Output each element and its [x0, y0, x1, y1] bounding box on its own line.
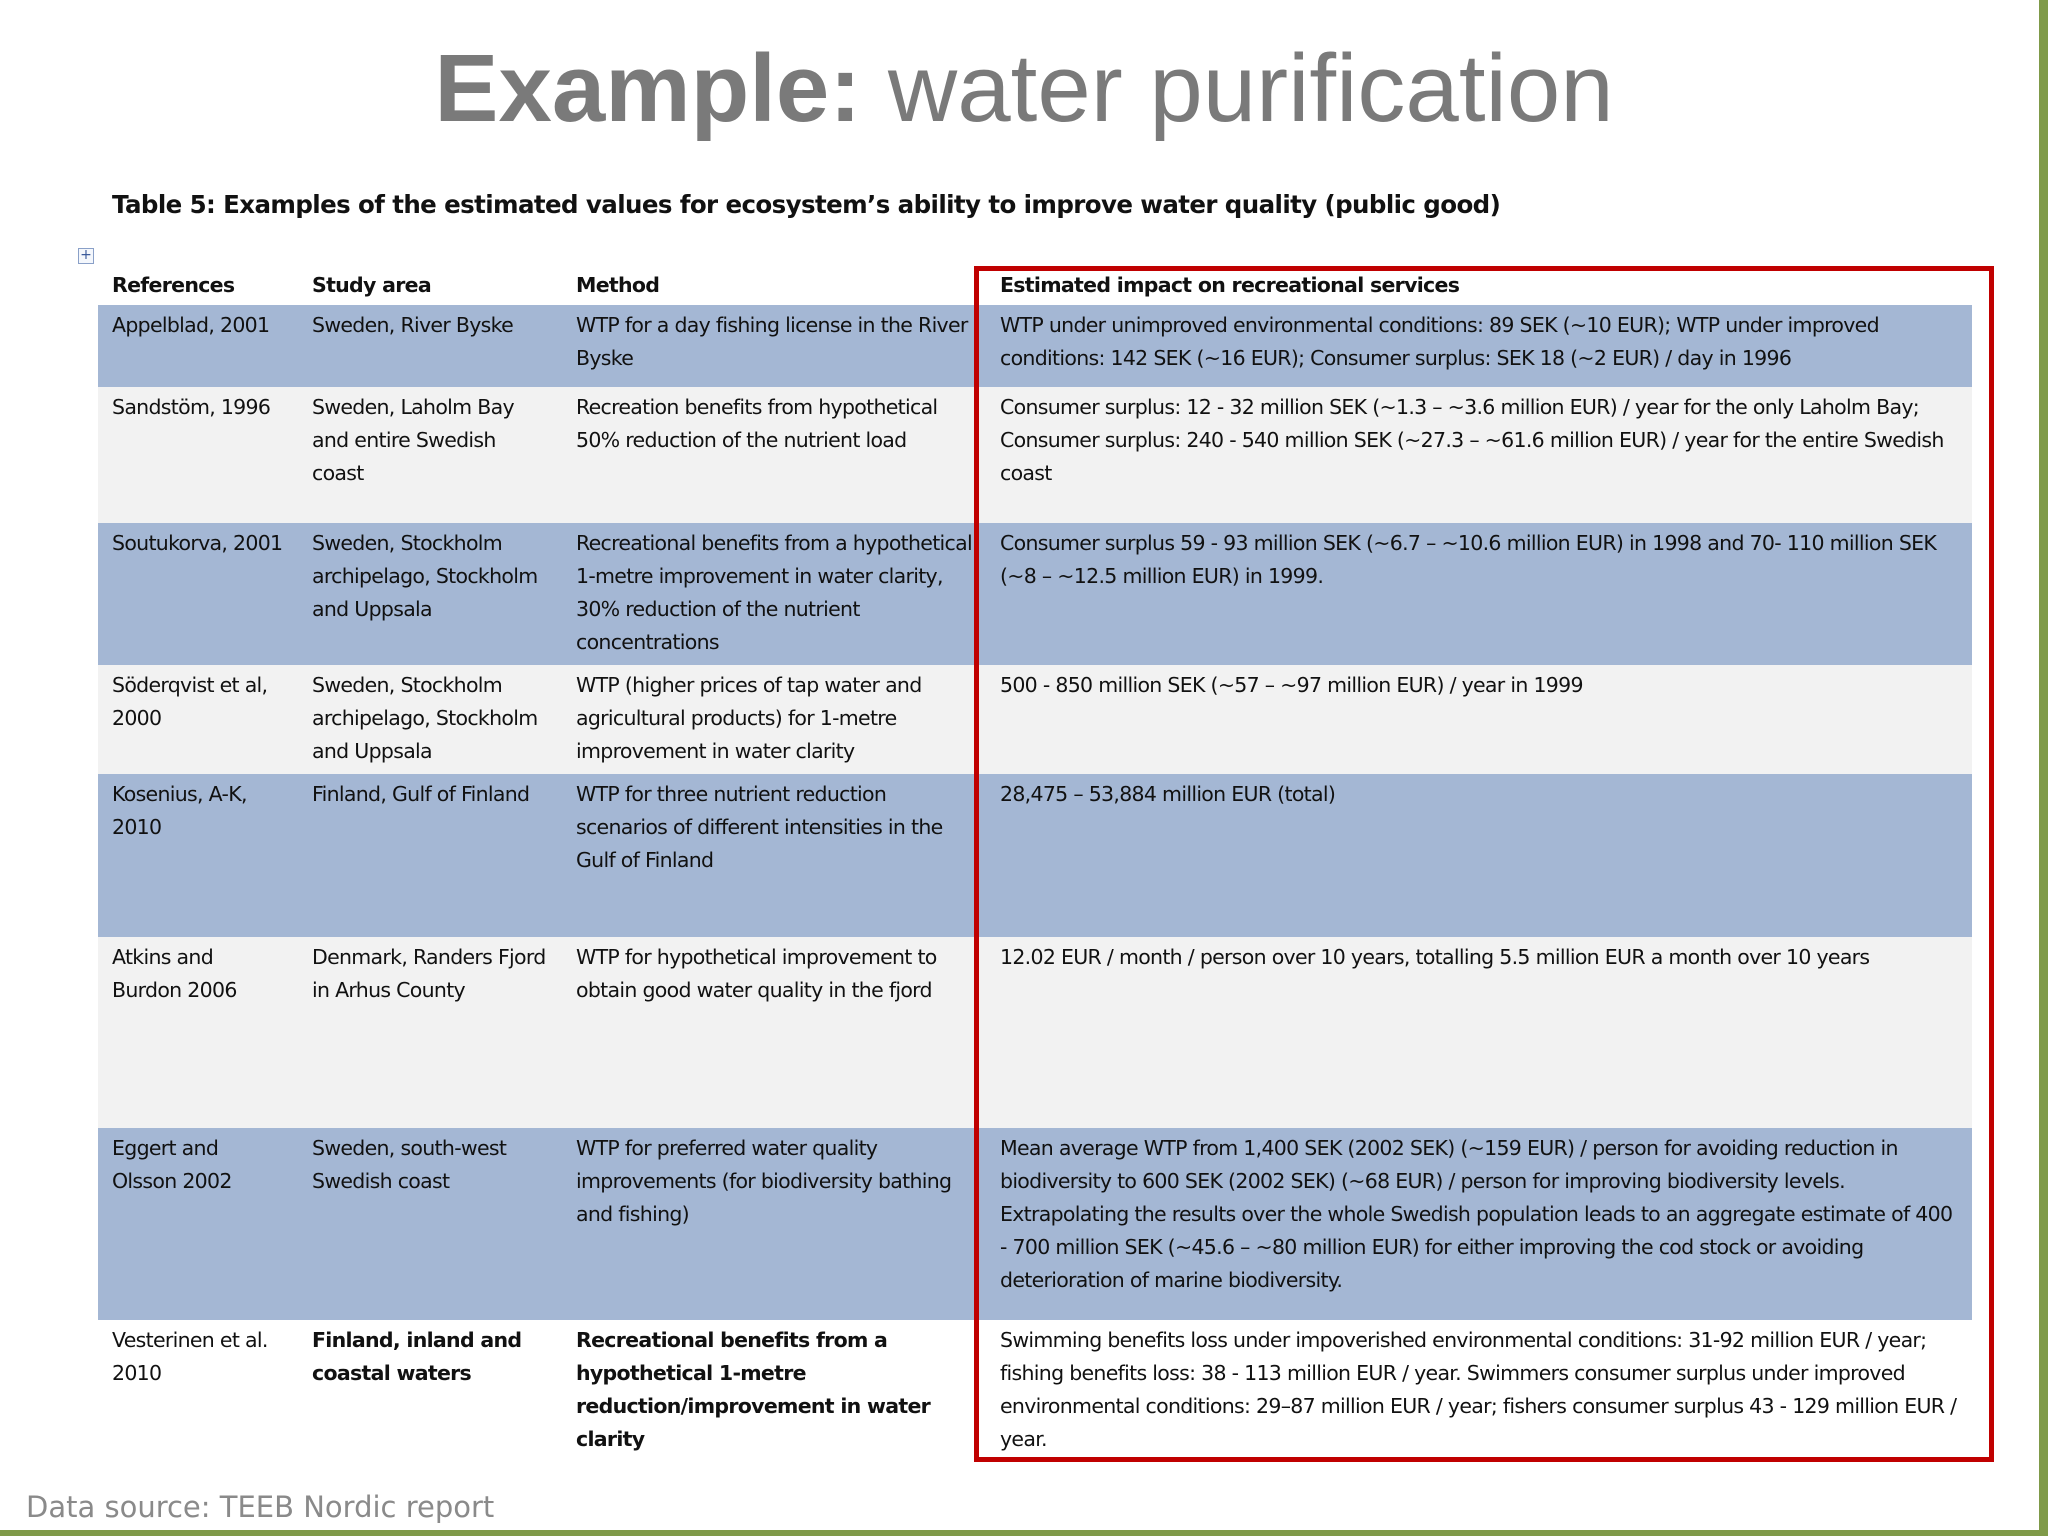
cell-reference: Söderqvist et al, 2000 — [98, 665, 298, 774]
table-row — [98, 523, 1972, 665]
cell-reference: Appelblad, 2001 — [98, 305, 298, 387]
move-cross-icon[interactable]: + — [78, 248, 94, 264]
cell-reference: Sandstöm, 1996 — [98, 387, 298, 523]
table-caption: Table 5: Examples of the estimated values for ecosystem’s ability to improve water quality (public good) — [112, 190, 1501, 219]
cell-method: Recreational benefits from a hypothetical 1-metre reduction/improvement in water clarity — [576, 1328, 931, 1451]
cell-impact: Consumer surplus 59 - 93 million SEK (~6.7 – ~10.6 million EUR) in 1998 and 70- 110 million SEK (~8 – ~12.5 million EUR) in 1999. — [986, 523, 1972, 665]
table-row — [98, 387, 1972, 523]
cell-method: WTP (higher prices of tap water and agricultural products) for 1-metre improvement in water clarity — [562, 665, 986, 774]
table-header-row — [98, 263, 1972, 305]
cell-reference: Soutukorva, 2001 — [98, 523, 298, 665]
cell-impact: 500 - 850 million SEK (~57 – ~97 million EUR) / year in 1999 — [986, 665, 1972, 774]
cell-impact: 28,475 – 53,884 million EUR (total) — [986, 774, 1972, 937]
cell-study-area: Sweden, Laholm Bay and entire Swedish coast — [298, 387, 562, 523]
slide-title-bold: Example: — [434, 35, 862, 142]
cell-study-area: Finland, inland and coastal waters — [312, 1328, 522, 1385]
cell-impact: WTP under unimproved environmental conditions: 89 SEK (~10 EUR); WTP under improved conditions: 142 SEK (~16 EUR); Consumer surplus: SEK 18 (~2 EUR) / day in 1996 — [986, 305, 1972, 387]
cell-reference: Vesterinen et al. 2010 — [112, 1328, 268, 1385]
header-references: References — [98, 263, 298, 305]
table-row — [98, 1320, 1972, 1470]
cell-impact: Consumer surplus: 12 - 32 million SEK (~1.3 – ~3.6 million EUR) / year for the only Laholm Bay; Consumer surplus: 240 - 540 million SEK (~27.3 – ~61.6 million EUR) / year for the entire Swedish coast — [986, 387, 1972, 523]
cell-study-area: Sweden, south-west Swedish coast — [298, 1128, 562, 1320]
cell-method: WTP for three nutrient reduction scenarios of different intensities in the Gulf of Finland — [562, 774, 986, 937]
cell-impact: 12.02 EUR / month / person over 10 years, totalling 5.5 million EUR a month over 10 years — [986, 937, 1972, 1128]
cell-study-area: Sweden, Stockholm archipelago, Stockholm and Uppsala — [298, 523, 562, 665]
slide-title — [0, 36, 2048, 142]
cell-reference: Kosenius, A-K, 2010 — [98, 774, 298, 937]
cell-method: WTP for hypothetical improvement to obtain good water quality in the fjord — [562, 937, 986, 1128]
table-row — [98, 665, 1972, 774]
cell-study-area: Sweden, River Byske — [298, 305, 562, 387]
water-purification-table — [98, 263, 1972, 1470]
header-study-area: Study area — [298, 263, 562, 305]
header-impact: Estimated impact on recreational services — [986, 263, 1972, 305]
cell-study-area: Finland, Gulf of Finland — [298, 774, 562, 937]
cell-study-area: Denmark, Randers Fjord in Arhus County — [298, 937, 562, 1128]
slide-title-rest: water purification — [861, 35, 1614, 142]
cell-method: WTP for a day fishing license in the River Byske — [562, 305, 986, 387]
header-method: Method — [562, 263, 986, 305]
cell-reference: Eggert and Olsson 2002 — [98, 1128, 298, 1320]
table-row — [98, 1128, 1972, 1320]
cell-impact: Swimming benefits loss under impoverished environmental conditions: 31-92 million EUR / year; fishing benefits loss: 38 - 113 million EUR / year. Swimmers consumer surplus under improved environmental conditions: 29–87 million EUR / year; fishers consumer surplus 43 - 129 million EUR / year. — [1000, 1328, 1957, 1451]
cell-impact: Mean average WTP from 1,400 SEK (2002 SEK) (~159 EUR) / person for avoiding reduction in biodiversity to 600 SEK (2002 SEK) (~68 EUR) / person for improving biodiversity levels. Extrapolating the results over the whole Swedish population leads to an aggregate estimate of 400 - 700 million SEK (~45.6 – ~80 million EUR) for either improving the cod stock or avoiding deterioration of marine biodiversity. — [986, 1128, 1972, 1320]
cell-method: WTP for preferred water quality improvements (for biodiversity bathing and fishing) — [562, 1128, 986, 1320]
slide-accent-bar-right — [2039, 0, 2048, 1536]
cell-method: Recreational benefits from a hypothetical 1-metre improvement in water clarity, 30% reduction of the nutrient concentrations — [562, 523, 986, 665]
table-row — [98, 937, 1972, 1128]
table-row — [98, 305, 1972, 387]
cell-reference: Atkins and Burdon 2006 — [98, 937, 298, 1128]
table-row — [98, 774, 1972, 937]
slide-accent-bar-bottom — [0, 1530, 2048, 1536]
cell-method: Recreation benefits from hypothetical 50% reduction of the nutrient load — [562, 387, 986, 523]
data-source-note: Data source: TEEB Nordic report — [26, 1490, 495, 1524]
cell-study-area: Sweden, Stockholm archipelago, Stockholm and Uppsala — [298, 665, 562, 774]
